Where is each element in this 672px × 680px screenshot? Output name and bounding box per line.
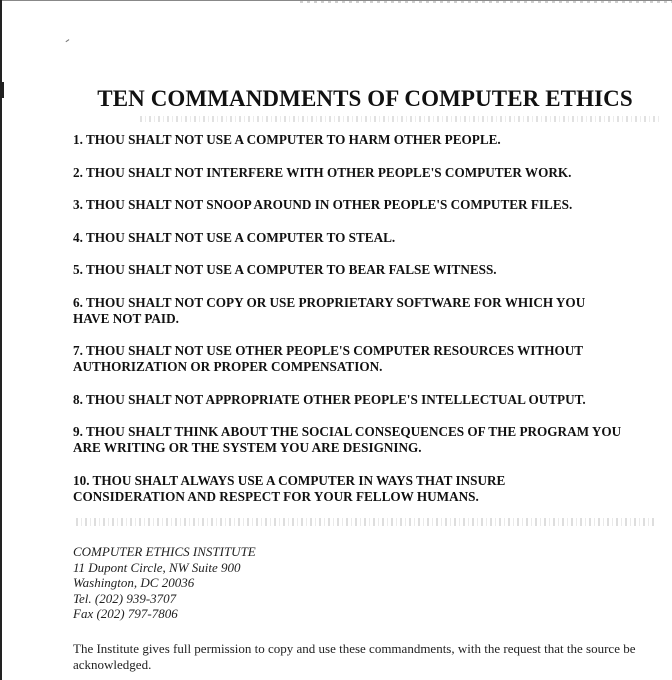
- city-state-zip: Washington, DC 20036: [73, 575, 195, 591]
- fax-number: Fax (202) 797-7806: [73, 606, 178, 622]
- commandment-item: 4. THOU SHALT NOT USE A COMPUTER TO STEAL.: [73, 229, 396, 245]
- stray-pen-mark: [66, 39, 71, 44]
- commandment-item: 9. THOU SHALT THINK ABOUT THE SOCIAL CONSEQUENCES OF THE PROGRAM YOU ARE WRITING OR THE SYSTEM YOU ARE DESIGNING.: [73, 424, 622, 455]
- street-address: 11 Dupont Circle, NW Suite 900: [73, 559, 241, 575]
- commandment-item: 2. THOU SHALT NOT INTERFERE WITH OTHER PEOPLE'S COMPUTER WORK.: [73, 164, 572, 180]
- commandment-item: 3. THOU SHALT NOT SNOOP AROUND IN OTHER PEOPLE'S COMPUTER FILES.: [73, 197, 573, 212]
- commandment-item: 1. THOU SHALT NOT USE A COMPUTER TO HARM OTHER PEOPLE.: [73, 132, 501, 147]
- commandment-item: 6. THOU SHALT NOT COPY OR USE PROPRIETARY SOFTWARE FOR WHICH YOU HAVE NOT PAID.: [73, 294, 586, 326]
- commandment-item: 5. THOU SHALT NOT USE A COMPUTER TO BEAR FALSE WITNESS.: [73, 262, 497, 277]
- commandment-item: 8. THOU SHALT NOT APPROPRIATE OTHER PEOPLE'S INTELLECTUAL OUTPUT.: [73, 391, 586, 407]
- organization-name: COMPUTER ETHICS INSTITUTE: [73, 544, 256, 559]
- commandment-item: 10. THOU SHALT ALWAYS USE A COMPUTER IN WAYS THAT INSURE CONSIDERATION AND RESPECT FOR YOUR FELLOW HUMANS.: [73, 472, 506, 504]
- permission-notice: The Institute gives full permission to copy and use these commandments, with the request that the source be acknowledged.: [73, 641, 636, 672]
- scan-noise-band: [140, 116, 660, 122]
- document-title: TEN COMMANDMENTS OF COMPUTER ETHICS: [97, 86, 633, 111]
- scan-edge-noise: [300, 1, 672, 3]
- commandments-list: [73, 132, 663, 521]
- phone-number: Tel. (202) 939-3707: [73, 590, 177, 606]
- commandment-item: 7. THOU SHALT NOT USE OTHER PEOPLE'S COMPUTER RESOURCES WITHOUT AUTHORIZATION OR PROPER COMPENSATION.: [73, 343, 584, 374]
- institute-address: [73, 544, 256, 622]
